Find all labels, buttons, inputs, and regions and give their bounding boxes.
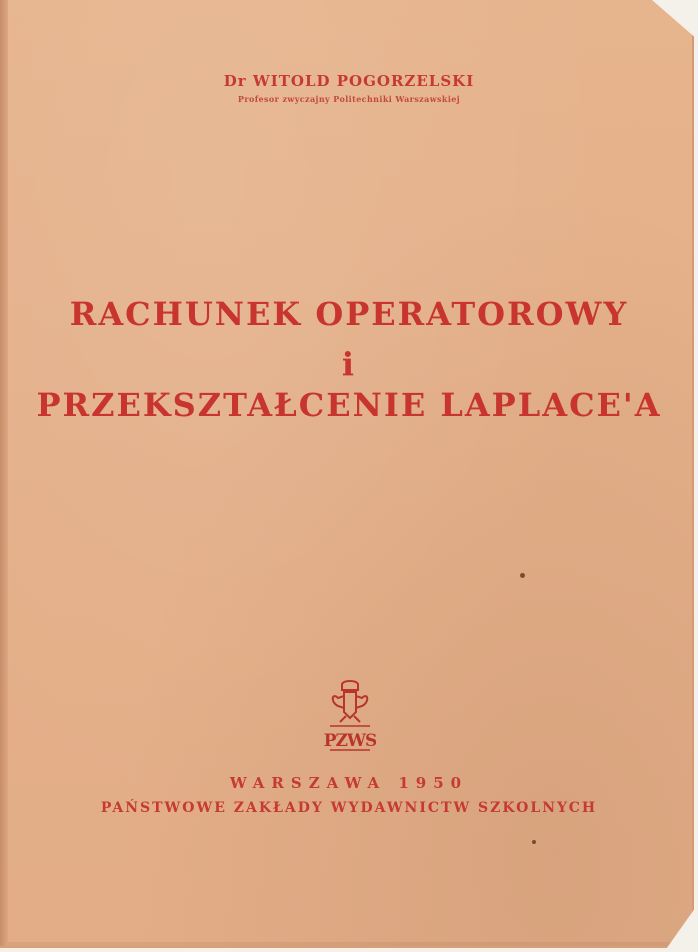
torn-corner-bottom [664,904,698,952]
imprint-city-year: WARSZAWA 1950 [229,774,469,792]
imprint-publisher: PAŃSTWOWE ZAKŁADY WYDAWNICTW SZKOLNYCH [100,800,598,816]
title-line-3: PRZEKSZTAŁCENIE LAPLACE'A [36,386,662,424]
publisher-logo [324,678,376,754]
eagle-icon [333,681,368,722]
author-subtitle: Profesor zwyczajny Politechniki Warszawskiej [237,94,461,104]
title-line-2: i [341,345,357,383]
paper-speck [520,573,525,578]
logo-text: PZWS [324,731,376,751]
author-name: Dr WITOLD POGORZELSKI [223,72,475,90]
paper-speck [532,840,536,844]
title-line-1: RACHUNEK OPERATOROWY [69,295,629,333]
torn-corner-top [652,0,698,40]
